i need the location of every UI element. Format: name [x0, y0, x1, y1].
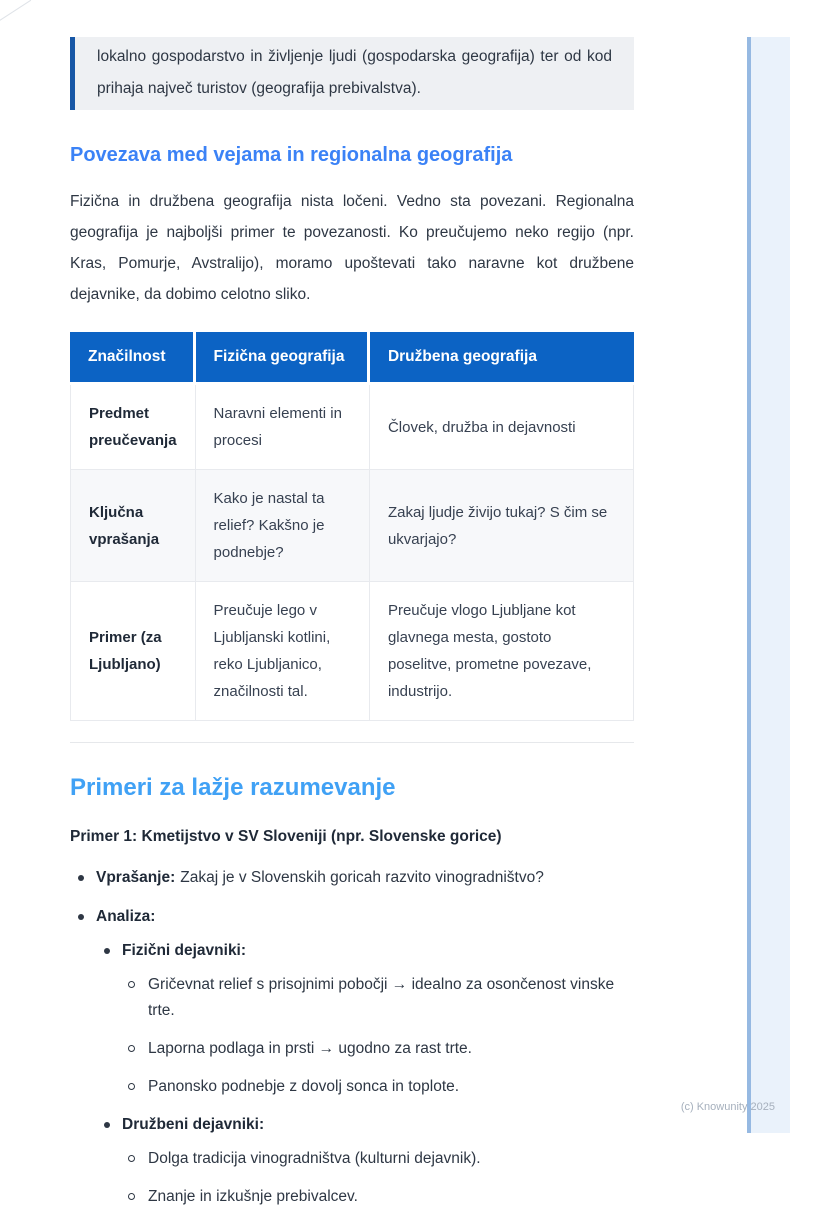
table-cell: Človek, družba in dejavnosti: [370, 385, 634, 470]
list-item-social-factors: [96, 1112, 634, 1210]
table-header-cell: Fizična geografija: [196, 332, 370, 385]
section-divider: [70, 742, 634, 743]
page-corner-fold: [0, 0, 31, 21]
table-row: [70, 582, 634, 721]
section-heading-connection: Povezava med vejama in regionalna geografija: [70, 144, 513, 166]
table-header-cell: Značilnost: [70, 332, 196, 385]
list-item-physical-factors: [96, 938, 634, 1100]
question-label: Vprašanje:: [96, 869, 176, 886]
table-cell-label: Primer (za Ljubljano): [70, 582, 196, 721]
list-item-question: [70, 865, 634, 891]
table-cell: Preučuje vlogo Ljubljane kot glavnega mesta, gostoto poselitve, prometne povezave, industrijo.: [370, 582, 634, 721]
table-cell: Kako je nastal ta relief? Kakšno je podnebje?: [196, 470, 370, 582]
table-cell: Zakaj ljudje živijo tukaj? S čim se ukvarjajo?: [370, 470, 634, 582]
analysis-label: Analiza:: [96, 908, 156, 925]
physical-factors-label: Fizični dejavniki:: [122, 942, 247, 959]
comparison-table: [70, 332, 634, 721]
section-heading-examples: Primeri za lažje razumevanje: [70, 774, 396, 801]
table-header-row: [70, 332, 634, 385]
table-cell: Naravni elementi in procesi: [196, 385, 370, 470]
list-item: Laporna podlaga in prsti → ugodno za rast trte.: [122, 1036, 634, 1062]
table-cell: Preučuje lego v Ljubljanski kotlini, reko Ljubljanico, značilnosti tal.: [196, 582, 370, 721]
list-item: Znanje in izkušnje prebivalcev.: [122, 1184, 634, 1210]
physical-factors-list: [122, 972, 634, 1100]
quote-text: lokalno gospodarstvo in življenje ljudi (gospodarska geografija) ter od kod prihaja največ turistov (geografija prebivalstva).: [97, 48, 612, 97]
copyright-credit: (c) Knowunity 2025: [680, 1101, 775, 1113]
example-list: [70, 865, 634, 1210]
list-item: Dolga tradicija vinogradništva (kulturni dejavnik).: [122, 1146, 634, 1172]
callout-quote: [70, 37, 634, 110]
connection-paragraph: Fizična in družbena geografija nista ločeni. Vedno sta povezani. Regionalna geografija je najboljši primer te povezanosti. Ko preučujemo neko regijo (npr. Kras, Pomurje, Avstralijo), moramo upoštevati tako naravne kot družbene dejavnike, da dobimo celotno sliko.: [70, 193, 634, 303]
list-item-analysis: [70, 904, 634, 1210]
table-cell-label: Predmet preučevanja: [70, 385, 196, 470]
table-header-cell: Družbena geografija: [370, 332, 634, 385]
example-subheading: Primer 1: Kmetijstvo v SV Sloveniji (npr. Slovenske gorice): [70, 828, 502, 845]
table-row: [70, 385, 634, 470]
page-edge-bar: [747, 37, 790, 1133]
question-text: Zakaj je v Slovenskih goricah razvito vinogradništvo?: [180, 869, 544, 886]
document-content: [70, 0, 634, 1223]
table-cell-label: Ključna vprašanja: [70, 470, 196, 582]
social-factors-list: [122, 1146, 634, 1210]
table-row: [70, 470, 634, 582]
analysis-sublist: [96, 938, 634, 1210]
list-item: Gričevnat relief s prisojnimi pobočji → idealno za osončenost vinske trte.: [122, 972, 634, 1024]
social-factors-label: Družbeni dejavniki:: [122, 1116, 265, 1133]
list-item: Panonsko podnebje z dovolj sonca in toplote.: [122, 1074, 634, 1100]
